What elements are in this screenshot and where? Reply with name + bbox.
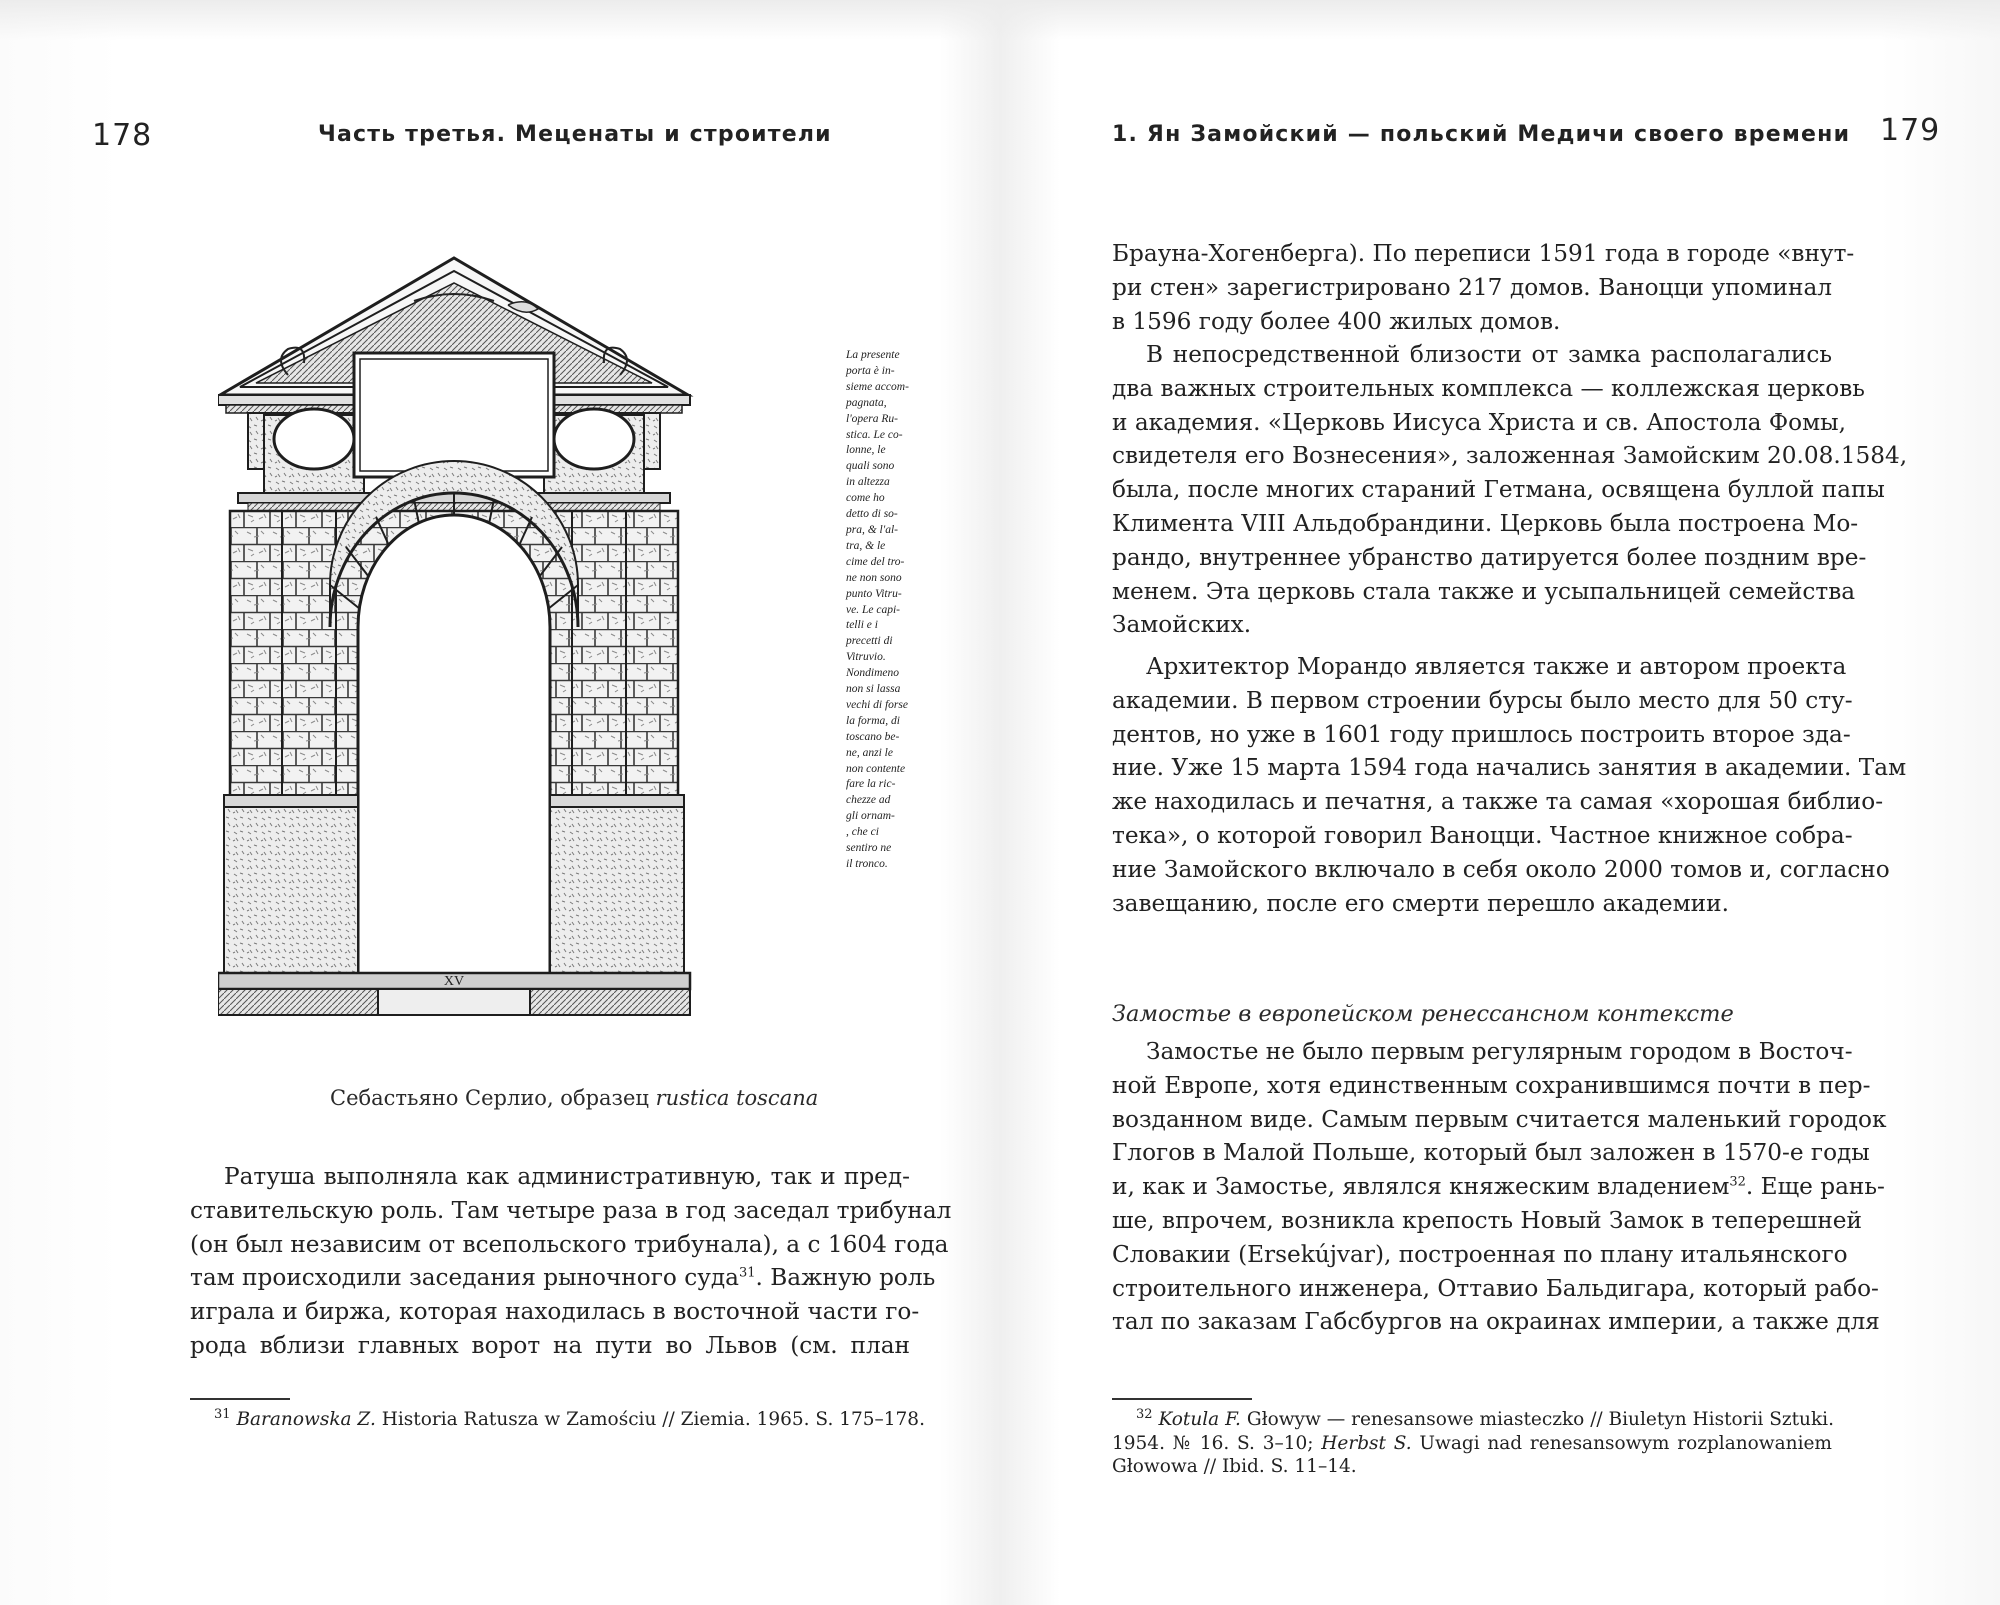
- margin-note-line: punto Vitru-: [846, 587, 902, 600]
- text-line: в 1596 году более 400 жилых домов.: [1112, 307, 1561, 335]
- footnote-rule: [190, 1398, 290, 1400]
- left-roundel: [274, 409, 354, 469]
- footnote-rule: [1112, 1398, 1252, 1400]
- left-footnote: [214, 1408, 934, 1432]
- margin-note-line: l'opera Ru-: [846, 412, 898, 425]
- text-line: возданном виде. Самым первым считается маленький городок: [1112, 1105, 1887, 1133]
- text-line: дентов, но уже в 1601 году пришлось построить второе зда-: [1112, 720, 1851, 748]
- right-page-number: 179: [1880, 113, 1941, 148]
- margin-note-line: porta è in-: [846, 364, 895, 377]
- footnote-text: Historia Ratusza w Zamościu // Ziemia. 1965. S. 175–178.: [381, 1409, 925, 1430]
- footnote-ref: 31: [738, 1265, 756, 1281]
- margin-note-line: gli ornam-: [846, 810, 895, 823]
- margin-note-line: Nondimeno: [846, 667, 900, 680]
- text-line: Замостье не было первым регулярным городом в Восточ-: [1146, 1038, 1853, 1065]
- margin-note-line: non si lassa: [846, 683, 901, 696]
- left-running-head: Часть третья. Меценаты и строители: [318, 122, 832, 147]
- text-line: Глогов в Малой Польше, который был заложен в 1570-е годы: [1112, 1139, 1870, 1167]
- text-line: была, после многих стараний Гетмана, освящена буллой папы: [1112, 476, 1885, 504]
- text-line: ставительскую роль. Там четыре раза в год заседал трибунал: [190, 1196, 952, 1224]
- margin-note-line: ne, anzi le: [846, 746, 893, 759]
- margin-note-line: chezze ad: [846, 794, 891, 807]
- right-paragraph-3: [1112, 650, 1907, 920]
- margin-note-line: il tronco.: [846, 858, 888, 870]
- footnote-line: [1112, 1408, 1832, 1432]
- text-line: рандо, внутреннее убранство датируется более поздним вре-: [1112, 543, 1867, 571]
- margin-note-line: lonne, le: [846, 444, 886, 457]
- text-line: рода вблизи главных ворот на пути во Львов (см. план: [190, 1331, 910, 1359]
- margin-note-line: non contente: [846, 762, 906, 775]
- margin-note-line: precetti di: [846, 635, 893, 648]
- text-line: тал по заказам Габсбургов на окраинах империи, а также для: [1112, 1308, 1880, 1336]
- text-line: Словакии (Ersekújvar), построенная по плану итальянского: [1112, 1240, 1848, 1268]
- margin-note-line: detto di so-: [846, 508, 898, 521]
- footnote-number: 31: [214, 1406, 231, 1422]
- margin-note-line: La presente: [846, 349, 900, 361]
- footnote-author: Kotula F.: [1158, 1409, 1241, 1430]
- margin-note-line: ve. Le capi-: [846, 603, 900, 616]
- figure-margin-notes: [846, 348, 926, 873]
- text-line: академии. В первом строении бурсы было место для 50 сту-: [1112, 686, 1853, 714]
- margin-note-line: fare la ric-: [846, 778, 896, 791]
- right-paragraph-2: [1112, 338, 1908, 642]
- figure-caption: [330, 1086, 818, 1110]
- margin-note-line: telli e i: [846, 619, 878, 632]
- footnote-line: Głowowa // Ibid. S. 11–14.: [1112, 1456, 1357, 1477]
- left-page-number: 178: [92, 118, 153, 153]
- margin-note-line: pagnata,: [846, 396, 887, 409]
- margin-note-line: , che ci: [846, 826, 879, 839]
- footnote-line: [1112, 1432, 1832, 1456]
- text-line: строительного инженера, Оттавио Бальдигара, который рабо-: [1112, 1274, 1879, 1302]
- text-line: [1112, 1170, 1885, 1204]
- text-span: . Важную роль: [755, 1264, 936, 1292]
- text-line: же находилась и печатня, а также та самая «хорошая библио-: [1112, 788, 1884, 816]
- margin-note-line: vechi di forse: [846, 698, 908, 711]
- margin-note-line: sieme accom-: [846, 380, 909, 393]
- right-footnote: [1112, 1408, 1832, 1479]
- text-line: [190, 1261, 936, 1295]
- footnote-number: 32: [1136, 1406, 1153, 1422]
- footnote-text: Głowyw — renesansowe miasteczko // Biuletyn Historii Sztuki.: [1246, 1409, 1834, 1430]
- text-line: ной Европе, хотя единственным сохранившимся почти в пер-: [1112, 1071, 1871, 1099]
- text-line: свидетеля его Вознесения», заложенная Замойским 20.08.1584,: [1112, 442, 1908, 470]
- footnote-author: Herbst S.: [1321, 1432, 1412, 1454]
- serlio-arch-engraving: [218, 255, 918, 1055]
- caption-italic: rustica toscana: [655, 1086, 819, 1110]
- margin-note-line: tra, & le: [846, 539, 886, 552]
- margin-note-line: stica. Le co-: [846, 428, 903, 441]
- text-line: ние Замойского включало в себя около 2000 томов и, согласно: [1112, 855, 1890, 883]
- margin-note-line: in altezza: [846, 476, 890, 489]
- text-line: тека», о которой говорил Ваноцци. Частное книжное собра-: [1112, 821, 1853, 849]
- caption-text: Себастьяно Серлио, образец: [330, 1086, 649, 1110]
- text-line: Замойских.: [1112, 611, 1252, 639]
- text-line: Климента VIII Альдобрандини. Церковь была построена Мо-: [1112, 509, 1859, 537]
- text-line: менем. Эта церковь стала также и усыпальницей семейства: [1112, 577, 1856, 605]
- text-line: два важных строительных комплекса — коллежская церковь: [1112, 374, 1865, 402]
- margin-note-line: quali sono: [846, 460, 895, 473]
- text-line: ри стен» зарегистрировано 217 домов. Ваноцци упоминал: [1112, 273, 1832, 301]
- right-paragraph-4: [1112, 1035, 1887, 1339]
- margin-note-line: cime del tro-: [846, 555, 905, 568]
- footnote-author: Baranowska Z.: [236, 1409, 376, 1430]
- text-line: и академия. «Церковь Иисуса Христа и св. Апостола Фомы,: [1112, 408, 1846, 436]
- right-roundel: [554, 409, 634, 469]
- text-line: Брауна-Хогенберга). По переписи 1591 года в городе «внут-: [1112, 240, 1855, 267]
- blank-tablet: [354, 353, 554, 477]
- right-running-head: 1. Ян Замойский — польский Медичи своего времени: [1112, 122, 1851, 147]
- keystone-numeral: XV: [443, 974, 465, 989]
- margin-note-line: Vitruvio.: [846, 651, 886, 664]
- margin-note-line: pra, & l'al-: [846, 523, 898, 536]
- margin-note-line: sentiro ne: [846, 842, 892, 855]
- text-line: Архитектор Морандо является также и автором проекта: [1146, 653, 1847, 680]
- text-line: (он был независим от всепольского трибунала), а с 1604 года: [190, 1230, 949, 1258]
- text-span: и, как и Замостье, являлся княжеским владением: [1112, 1173, 1730, 1201]
- text-line: Ратуша выполняла как административную, так и пред-: [224, 1163, 910, 1190]
- text-line: ние. Уже 15 марта 1594 года начались занятия в академии. Там: [1112, 754, 1907, 782]
- text-line: ше, впрочем, возникла крепость Новый Замок в теперешней: [1112, 1206, 1862, 1234]
- right-paragraph-1: [1112, 237, 1855, 338]
- left-body-text: [190, 1160, 952, 1363]
- section-subheading: Замостье в европейском ренессансном контексте: [1112, 1001, 1734, 1027]
- footnote-ref: 32: [1729, 1174, 1746, 1190]
- text-span: . Еще рань-: [1745, 1173, 1885, 1201]
- arch-opening: [358, 515, 550, 975]
- footnote-text: 1954. № 16. S. 3–10;: [1112, 1432, 1314, 1454]
- margin-note-line: ne non sono: [846, 571, 902, 584]
- text-span: там происходили заседания рыночного суда: [190, 1264, 739, 1292]
- margin-note-line: come ho: [846, 492, 885, 505]
- margin-note-line: toscano be-: [846, 730, 900, 743]
- text-line: завещанию, после его смерти перешло академии.: [1112, 889, 1729, 917]
- margin-note-line: la forma, di: [846, 714, 900, 727]
- page-shadow: [0, 0, 2000, 40]
- text-line: играла и биржа, которая находилась в восточной части го-: [190, 1298, 920, 1326]
- footnote-text: Uwagi nad renesansowym rozplanowaniem: [1419, 1432, 1832, 1454]
- text-line: В непосредственной близости от замка располагались: [1146, 341, 1832, 368]
